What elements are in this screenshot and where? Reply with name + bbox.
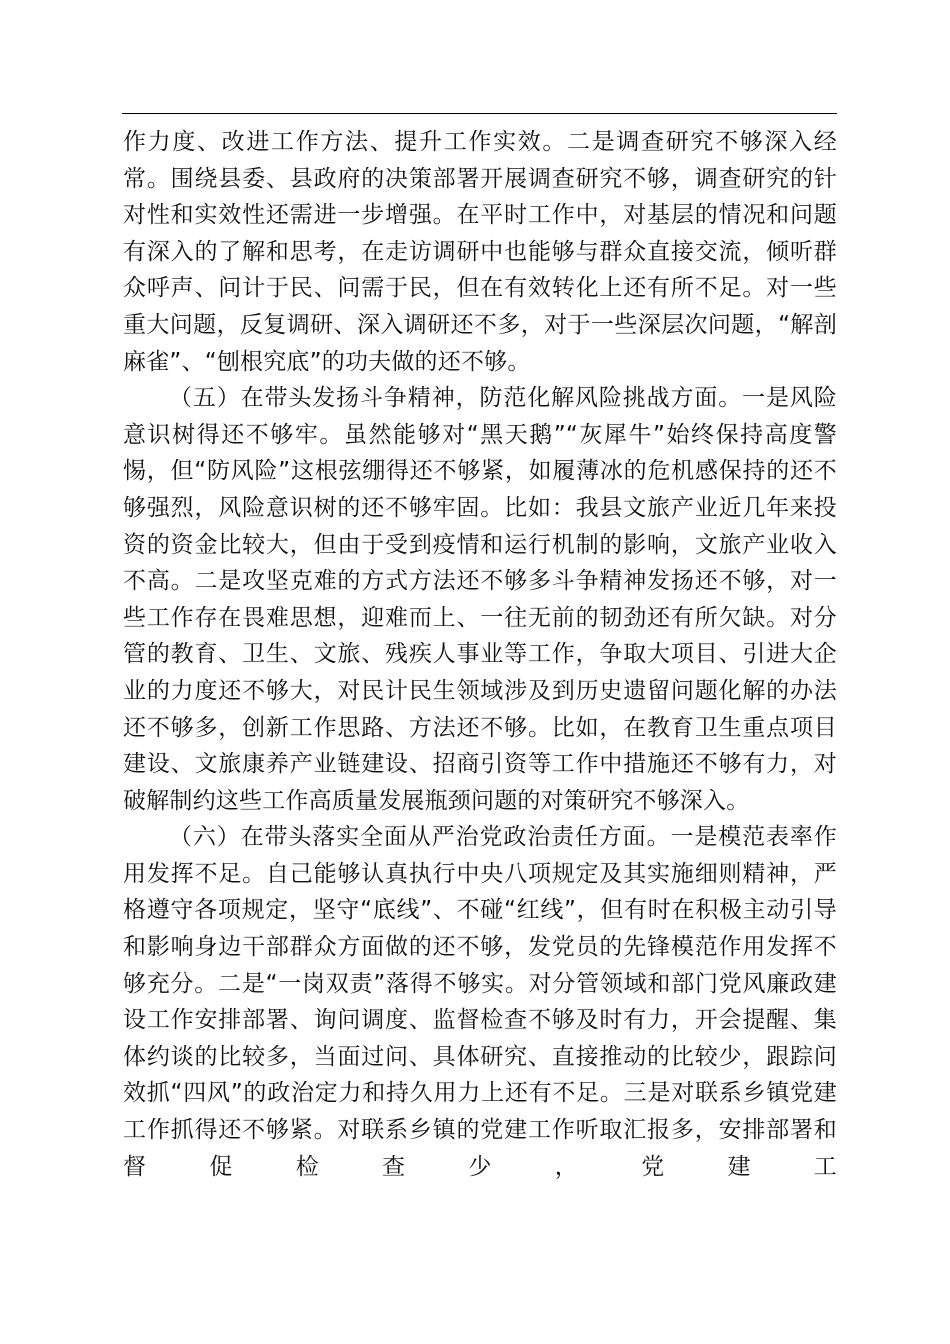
- body-text: [123, 124, 837, 1185]
- paragraph-1: 作力度、改进工作方法、提升工作实效。二是调查研究不够深入经常。围绕县委、县政府的决策部署开展调查研究不够，调查研究的针对性和实效性还需进一步增强。在平时工作中，对基层的情况和问题有深入的了解和思考，在走访调研中也能够与群众直接交流，倾听群众呼声、问计于民、问需于民，但在有效转化上还有所不足。对一些重大问题，反复调研、深入调研还不多，对于一些深层次问题，“解剖麻雀”、“刨根究底”的功夫做的还不够。: [123, 129, 837, 375]
- paragraph-3: （六）在带头落实全面从严治党政治责任方面。一是模范表率作用发挥不足。自己能够认真执行中央八项规定及其实施细则精神，严格遵守各项规定，坚守“底线”、不碰“红线”，但有时在积极主动引导和影响身边干部群众方面做的还不够，发党员的先锋模范作用发挥不够充分。二是“一岗双责”落得不够实。对分管领域和部门党风廉政建设工作安排部署、询问调度、监督检查不够及时有力，开会提醒、集体约谈的比较多，当面过问、具体研究、直接推动的比较少，跟踪问效抓“四风”的政治定力和持久用力上还有不足。三是对联系乡镇党建工作抓得还不够紧。对联系乡镇的党建工作听取汇报多，安排部署和督促检查少，党建工: [123, 824, 837, 1180]
- paragraph-2: （五）在带头发扬斗争精神，防范化解风险挑战方面。一是风险意识树得还不够牢。虽然能够对“黑天鹅”“灰犀牛”始终保持高度警惕，但“防风险”这根弦绷得还不够紧，如履薄冰的危机感保持的还不够强烈，风险意识树的还不够牢固。比如：我县文旅产业近几年来投资的资金比较大，但由于受到疫情和运行机制的影响，文旅产业收入不高。二是攻坚克难的方式方法还不够多斗争精神发扬还不够，对一些工作存在畏难思想，迎难而上、一往无前的韧劲还有所欠缺。对分管的教育、卫生、文旅、残疾人事业等工作，争取大项目、引进大企业的力度还不够大，对民计民生领域涉及到历史遗留问题化解的办法还不够多，创新工作思路、方法还不够。比如，在教育卫生重点项目建设、文旅康养产业链建设、招商引资等工作中措施还不够有力，对破解制约这些工作高质量发展瓶颈问题的对策研究不够深入。: [123, 385, 837, 814]
- header-rule: [122, 113, 837, 114]
